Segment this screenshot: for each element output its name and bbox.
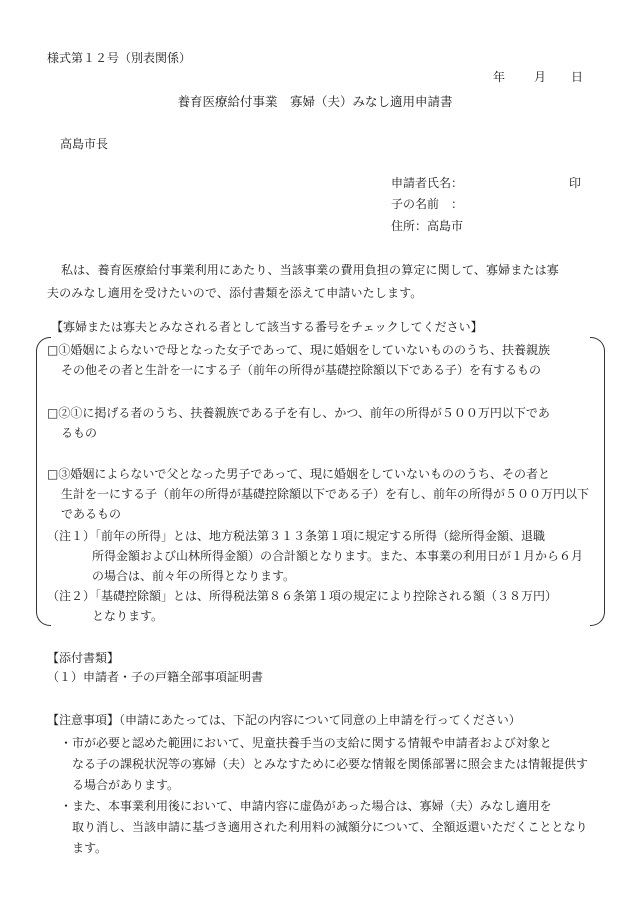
note-2: [47, 586, 592, 626]
caution-line: ・また、本事業利用後において、申請内容に虚偽があった場合は、寡婦（夫）みなし適用を: [60, 799, 552, 813]
caution-continuation: なる子の課税状況等の寡婦（夫）とみなすために必要な情報を関係部署に照会または情報提供する場合があります。: [72, 757, 589, 792]
checklist-heading: 【寡婦または寡夫とみなされる者として該当する番号をチェックしてください】: [51, 320, 483, 334]
caution-heading-line: [47, 713, 521, 727]
caution-lead: （申請にあたっては、下記の内容について同意の上申請を行ってください）: [119, 713, 521, 727]
declaration-line-1: 私は、養育医療給付事業利用にあたり、当該事業の費用負担の算定に関して、寡婦または寡: [61, 263, 559, 277]
checkbox-icon[interactable]: □: [47, 467, 59, 481]
note-line: （注２）「基礎控除額」とは、所得税法第８６条第１項の規定により控除される額（３８万円）: [47, 589, 558, 603]
child-name-label: 子の名前 ：: [391, 197, 464, 211]
option-item-3[interactable]: [47, 464, 592, 524]
date-year-label: 年: [493, 70, 506, 84]
note-continuation: となります。: [92, 609, 164, 623]
date-day-label: 日: [571, 70, 584, 84]
declaration-line-2: 夫のみなし適用を受けたいので、添付書類を添えて申請いたします。: [47, 286, 423, 300]
right-bracket: [590, 337, 605, 626]
applicant-name-label: 申請者氏名：: [391, 176, 464, 190]
option-continuation: るもの: [61, 426, 98, 440]
caution-item-1: [60, 733, 592, 796]
caution-continuation: 取り消し、当該申請に基づき適用された利用料の減額分について、全額返還いただくこととなります。: [72, 820, 588, 855]
option-line: ①婚姻によらないで母となった女子であって、現に婚姻をしていないもののうち、扶養親族: [58, 343, 550, 357]
checkbox-icon[interactable]: □: [47, 406, 59, 420]
seal-mark: 印: [569, 176, 582, 190]
attachments-heading: 【添付書類】: [47, 651, 120, 665]
note-line: （注１）「前年の所得」とは、地方税法第３１３条第１項に規定する所得（総所得金額、退職: [47, 529, 546, 543]
address-label: 住所：高島市: [391, 219, 464, 233]
document-title: 養育医療給付事業 寡婦（夫）みなし適用申請書: [177, 94, 453, 109]
note-continuation: 所得金額および山林所得金額）の合計額となります。また、本事業の利用日が１月から６月の場合は、前々年の所得となります。: [92, 549, 584, 583]
caution-item-2: [60, 796, 592, 859]
date-month-label: 月: [534, 70, 547, 84]
declaration-text: [47, 259, 592, 305]
addressee: 高島市長: [60, 137, 109, 151]
option-continuation: 生計を一にする子（前年の所得が基礎控除額以下である子）を有し、前年の所得が５００万円以下であるもの: [61, 487, 590, 521]
option-line: ②①に掲げる者のうち、扶養親族である子を有し、かつ、前年の所得が５００万円以下であ: [58, 406, 550, 420]
attachment-item: （１）申請者・子の戸籍全部事項証明書: [47, 670, 264, 684]
option-continuation: その他その者と生計を一にする子（前年の所得が基礎控除額以下である子）を有するもの: [61, 363, 542, 377]
option-item-1[interactable]: [47, 340, 592, 380]
option-item-2[interactable]: [47, 403, 592, 443]
option-line: ③婚姻によらないで父となった男子であって、現に婚姻をしていないもののうち、その者と: [58, 467, 550, 481]
note-1: [47, 526, 592, 586]
caution-heading: 【注意事項】: [47, 713, 120, 727]
caution-line: ・市が必要と認めた範囲において、児童扶養手当の支給に関する情報や申請者および対象と: [60, 736, 552, 750]
checkbox-icon[interactable]: □: [47, 343, 59, 357]
form-number: 様式第１２号（別表関係）: [47, 51, 192, 65]
